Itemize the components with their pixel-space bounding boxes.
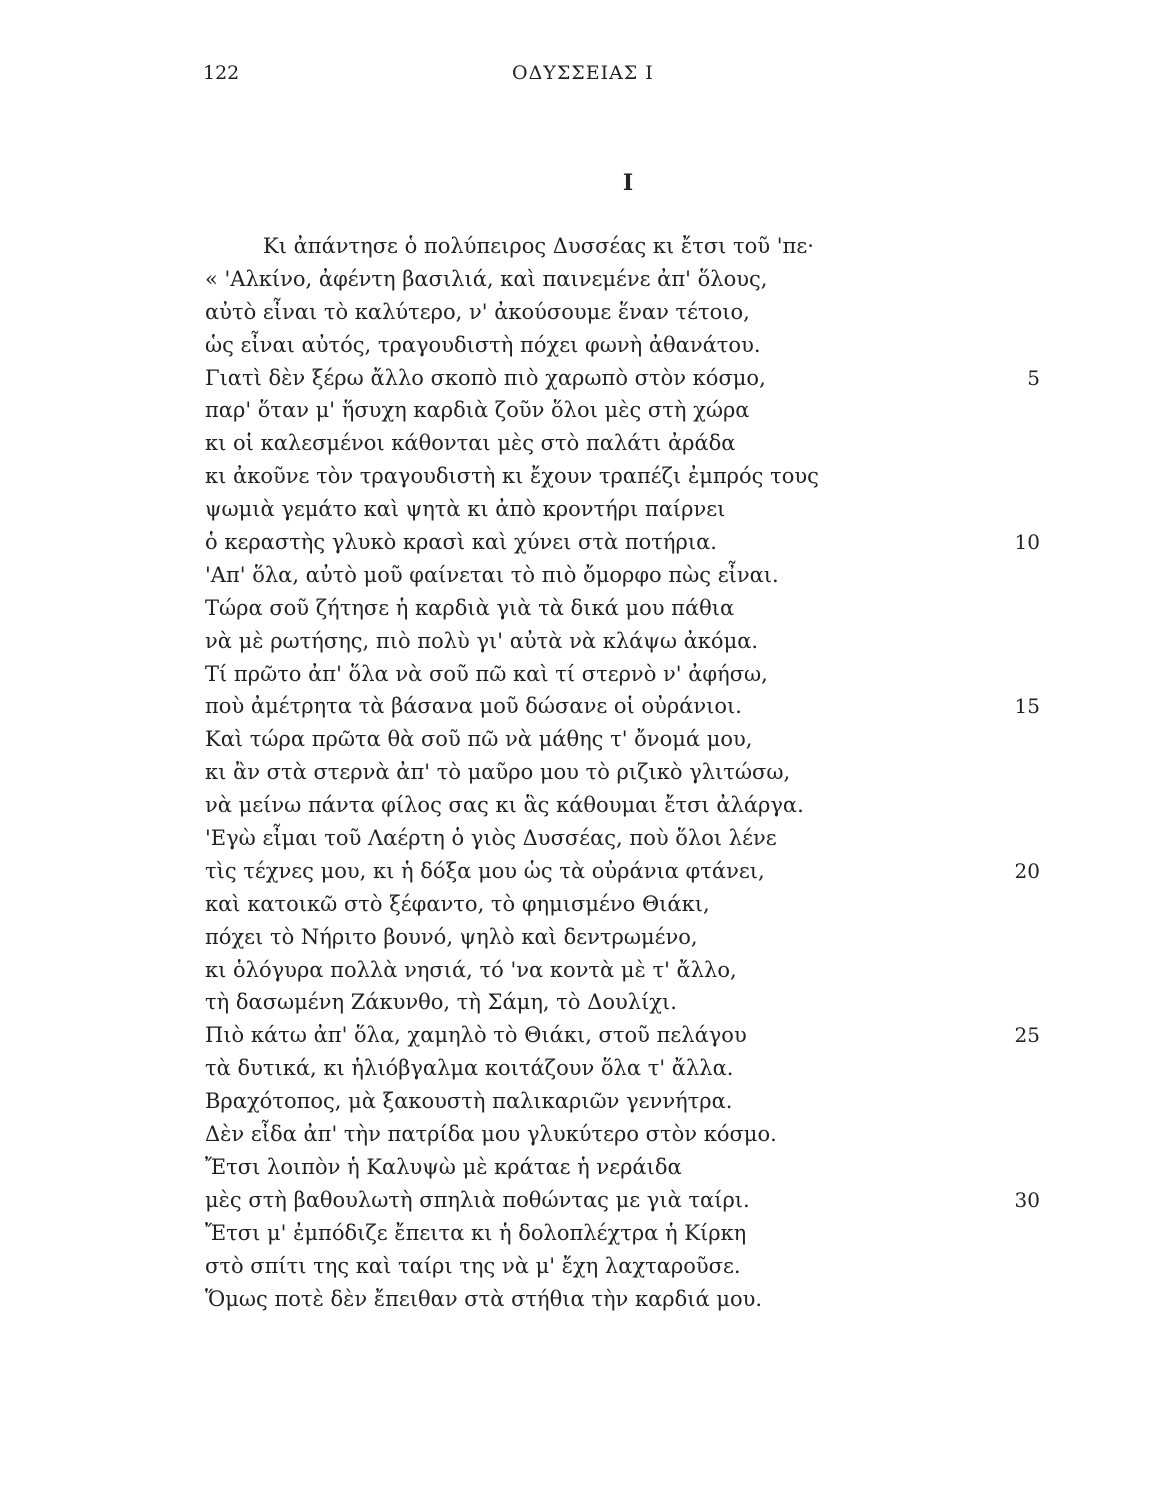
line-number: 5	[1027, 365, 1040, 390]
verse-line	[205, 526, 1135, 559]
verse-line-text: τὰ δυτικά, κι ἡλιόβγαλμα κοιτάζουν ὅλα τ' ἄλλα.	[205, 1056, 734, 1081]
verse-line-text: 'Εγὼ εἶμαι τοῦ Λαέρτη ὁ γιὸς Δυσσέας, ποὺ ὅλοι λένε	[205, 826, 777, 851]
verse-line-text: ὁ κεραστὴς γλυκὸ κρασὶ καὶ χύνει στὰ ποτήρια.	[205, 530, 717, 555]
verse-line-text: κι ἀκοῦνε τὸν τραγουδιστὴ κι ἔχουν τραπέζι ἐμπρός τους	[205, 464, 819, 489]
verse-line	[205, 230, 1135, 263]
running-head	[0, 62, 1168, 92]
verse-block	[205, 230, 1135, 1315]
verse-line	[205, 921, 1135, 954]
verse-line-text: Τί πρῶτο ἀπ' ὅλα νὰ σοῦ πῶ καὶ τί στερνὸ ν' ἀφήσω,	[205, 661, 768, 686]
verse-line	[205, 559, 1135, 592]
verse-line-text: κι οἱ καλεσμένοι κάθονται μὲς στὸ παλάτι ἀράδα	[205, 431, 736, 456]
verse-line-text: ποὺ ἀμέτρητα τὰ βάσανα μοῦ δώσανε οἱ οὐράνιοι.	[205, 694, 742, 719]
verse-line-text: Πιὸ κάτω ἀπ' ὅλα, χαμηλὸ τὸ Θιάκι, στοῦ πελάγου	[205, 1023, 747, 1048]
verse-line	[205, 1217, 1135, 1250]
verse-line-text: κι ὁλόγυρα πολλὰ νησιά, τό 'να κοντὰ μὲ τ' ἄλλο,	[205, 957, 737, 982]
verse-line-text: πόχει τὸ Νήριτο βουνό, ψηλὸ καὶ δεντρωμένο,	[205, 924, 698, 949]
verse-line-text: Κι ἀπάντησε ὁ πολύπειρος Δυσσέας κι ἔτσι τοῦ 'πε·	[263, 234, 814, 258]
line-number: 30	[1014, 1187, 1040, 1212]
page-number: 122	[203, 62, 240, 84]
verse-line-text: ὡς εἶναι αὐτός, τραγουδιστὴ πόχει φωνὴ ἀθανάτου.	[205, 332, 761, 357]
verse-line	[205, 954, 1135, 987]
line-number: 10	[1014, 530, 1040, 555]
verse-line	[205, 1151, 1135, 1184]
line-number: 20	[1014, 858, 1040, 883]
verse-line	[205, 822, 1135, 855]
verse-line	[205, 1118, 1135, 1151]
verse-line	[205, 789, 1135, 822]
verse-line	[205, 690, 1135, 723]
verse-line-text: Ἔτσι μ' ἐμπόδιζε ἔπειτα κι ἡ δολοπλέχτρα ἡ Κίρκη	[205, 1220, 747, 1245]
verse-line-text: Βραχότοπος, μὰ ξακουστὴ παλικαριῶν γεννήτρα.	[205, 1089, 733, 1114]
verse-line	[205, 888, 1135, 921]
verse-line-text: ψωμιὰ γεμάτο καὶ ψητὰ κι ἀπὸ κροντήρι παίρνει	[205, 497, 726, 522]
verse-line	[205, 1085, 1135, 1118]
verse-line-text: κι ἂν στὰ στερνὰ ἀπ' τὸ μαῦρο μου τὸ ριζικὸ γλιτώσω,	[205, 760, 791, 785]
verse-line-text: Ὅμως ποτὲ δὲν ἔπειθαν στὰ στήθια τὴν καρδιά μου.	[205, 1286, 763, 1311]
verse-line-text: καὶ κατοικῶ στὸ ξέφαντο, τὸ φημισμένο Θιάκι,	[205, 891, 710, 916]
verse-line-text: νὰ μείνω πάντα φίλος σας κι ἃς κάθουμαι ἔτσι ἀλάργα.	[205, 793, 804, 818]
verse-line	[205, 427, 1135, 460]
verse-line	[205, 658, 1135, 691]
book-heading: Ι	[622, 170, 634, 196]
verse-line	[205, 756, 1135, 789]
verse-line-text: τὶς τέχνες μου, κι ἡ δόξα μου ὡς τὰ οὐράνια φτάνει,	[205, 858, 765, 883]
verse-line-text: αὐτὸ εἶναι τὸ καλύτερο, ν' ἀκούσουμε ἕναν τέτοιο,	[205, 299, 750, 324]
verse-line-text: μὲς στὴ βαθουλωτὴ σπηλιὰ ποθώντας με γιὰ ταίρι.	[205, 1187, 750, 1212]
verse-line	[205, 493, 1135, 526]
verse-line-text: τὴ δασωμένη Ζάκυνθο, τὴ Σάμη, τὸ Δουλίχι.	[205, 990, 677, 1015]
verse-line	[205, 592, 1135, 625]
verse-line	[205, 723, 1135, 756]
verse-line	[205, 1184, 1135, 1217]
verse-line	[205, 1019, 1135, 1052]
verse-line	[205, 460, 1135, 493]
verse-line	[205, 1283, 1135, 1316]
verse-line-text: Δὲν εἶδα ἀπ' τὴν πατρίδα μου γλυκύτερο στὸν κόσμο.	[205, 1122, 777, 1147]
verse-line-text: « 'Αλκίνο, ἀφέντη βασιλιά, καὶ παινεμένε ἀπ' ὅλους,	[205, 266, 768, 291]
verse-line	[205, 362, 1135, 395]
verse-line-text: Τώρα σοῦ ζήτησε ἡ καρδιὰ γιὰ τὰ δικά μου πάθια	[205, 595, 735, 620]
verse-line	[205, 329, 1135, 362]
verse-line	[205, 855, 1135, 888]
verse-line	[205, 1250, 1135, 1283]
verse-line-text: παρ' ὅταν μ' ἥσυχη καρδιὰ ζοῦν ὅλοι μὲς στὴ χώρα	[205, 398, 750, 423]
verse-line	[205, 394, 1135, 427]
verse-line-text: 'Απ' ὅλα, αὐτὸ μοῦ φαίνεται τὸ πιὸ ὄμορφο πὼς εἶναι.	[205, 562, 779, 587]
verse-line	[205, 625, 1135, 658]
line-number: 15	[1014, 694, 1040, 719]
line-number: 25	[1014, 1023, 1040, 1048]
verse-line-text: Καὶ τώρα πρῶτα θὰ σοῦ πῶ νὰ μάθης τ' ὄνομά μου,	[205, 727, 753, 752]
verse-line-text: νὰ μὲ ρωτήσης, πιὸ πολὺ γι' αὐτὰ νὰ κλάψω ἀκόμα.	[205, 628, 759, 653]
verse-line	[205, 986, 1135, 1019]
running-title: ΟΔΥΣΣΕΙΑΣ Ι	[512, 62, 654, 84]
verse-line-text: Γιατὶ δὲν ξέρω ἄλλο σκοπὸ πιὸ χαρωπὸ στὸν κόσμο,	[205, 365, 766, 390]
verse-line	[205, 263, 1135, 296]
verse-line-text: στὸ σπίτι της καὶ ταίρι της νὰ μ' ἔχη λαχταροῦσε.	[205, 1253, 741, 1278]
verse-line-text: Ἔτσι λοιπὸν ἡ Καλυψὼ μὲ κράταε ἡ νεράιδα	[205, 1154, 682, 1179]
verse-line	[205, 1052, 1135, 1085]
verse-line	[205, 296, 1135, 329]
